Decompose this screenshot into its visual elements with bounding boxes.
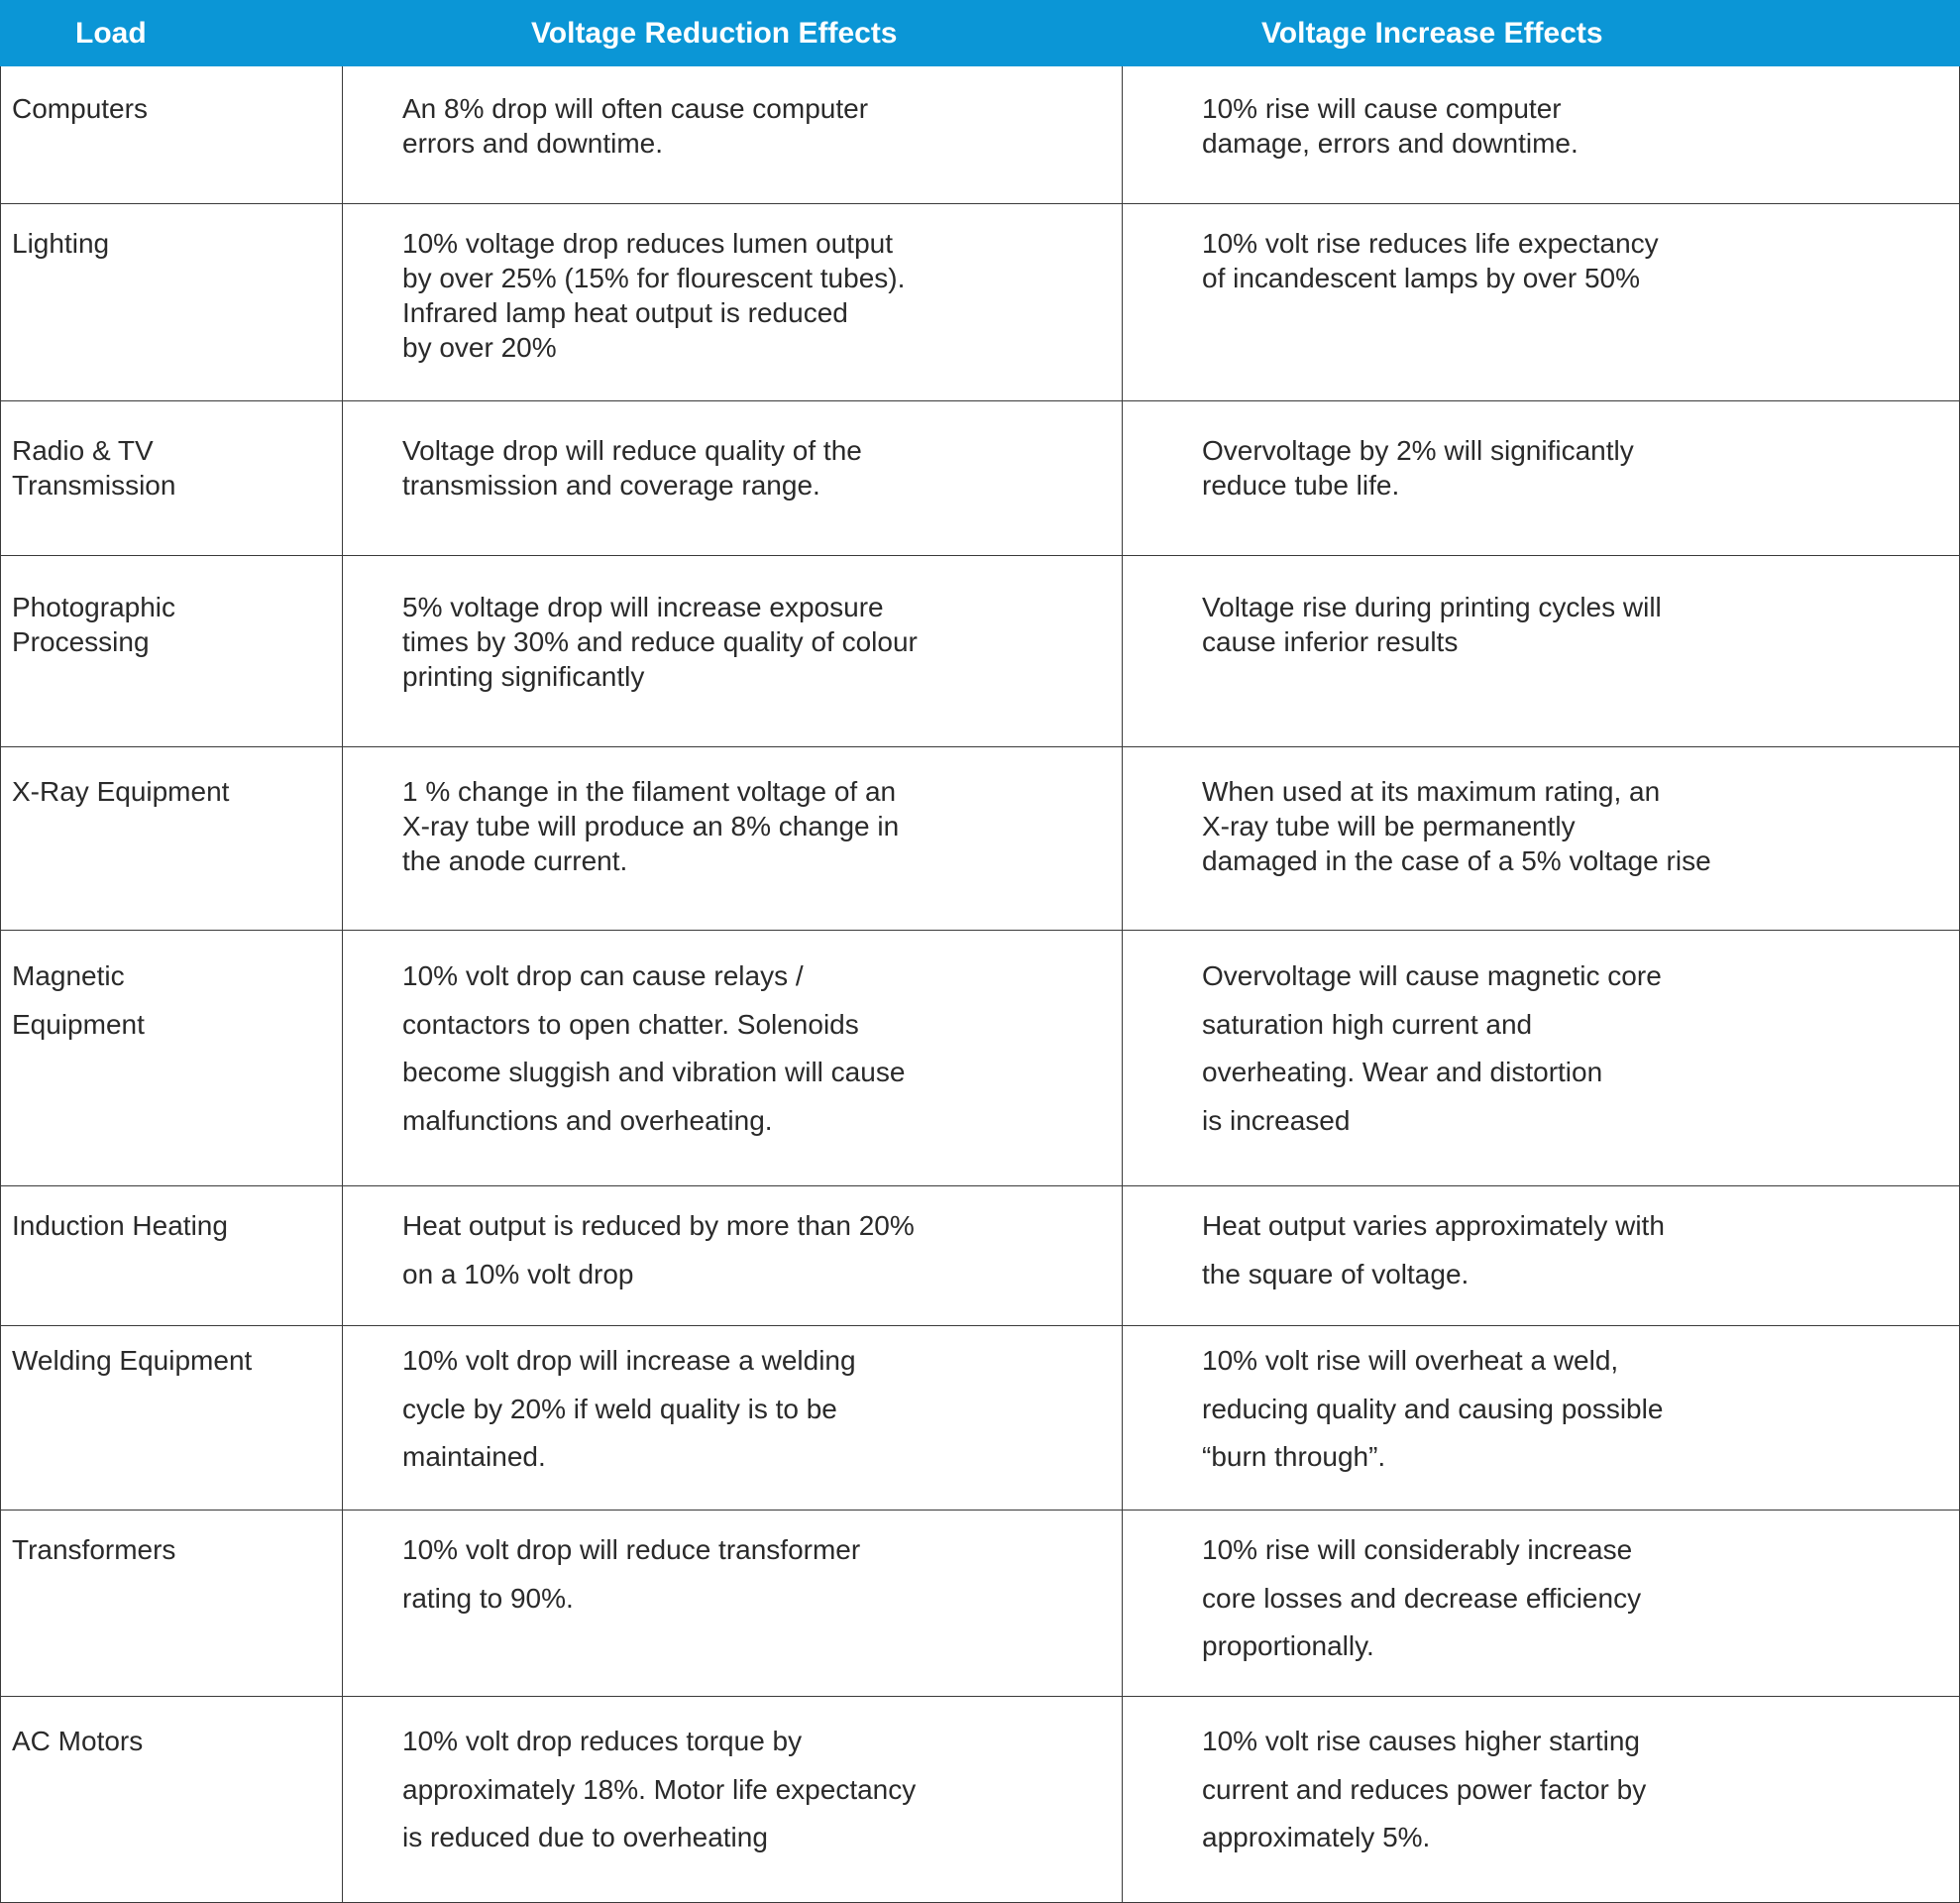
load-cell: Radio & TV Transmission [1, 401, 343, 556]
table-row [1, 66, 1960, 204]
reduction-cell: 5% voltage drop will increase exposure times by 30% and reduce quality of colour printing significantly [343, 556, 1123, 747]
reduction-cell: 10% volt drop will reduce transformer rating to 90%. [343, 1511, 1123, 1697]
table-header [1, 1, 1960, 66]
table-row [1, 931, 1960, 1186]
increase-cell: Overvoltage by 2% will significantly reduce tube life. [1123, 401, 1960, 556]
increase-cell: 10% rise will cause computer damage, errors and downtime. [1123, 66, 1960, 204]
increase-cell: 10% volt rise reduces life expectancy of incandescent lamps by over 50% [1123, 204, 1960, 401]
reduction-cell: An 8% drop will often cause computer errors and downtime. [343, 66, 1123, 204]
table-row [1, 1697, 1960, 1903]
table-row [1, 1326, 1960, 1511]
table-row [1, 401, 1960, 556]
load-cell: Computers [1, 66, 343, 204]
increase-cell: When used at its maximum rating, an X-ray tube will be permanently damaged in the case of a 5% voltage rise [1123, 747, 1960, 931]
load-cell: Magnetic Equipment [1, 931, 343, 1186]
reduction-cell: Heat output is reduced by more than 20% on a 10% volt drop [343, 1186, 1123, 1326]
load-cell: Transformers [1, 1511, 343, 1697]
increase-cell: Voltage rise during printing cycles will cause inferior results [1123, 556, 1960, 747]
table-body [1, 66, 1960, 1903]
header-voltage-reduction: Voltage Reduction Effects [343, 1, 1123, 66]
reduction-cell: 10% voltage drop reduces lumen output by over 25% (15% for flourescent tubes). Infrared lamp heat output is reduced by over 20% [343, 204, 1123, 401]
load-cell: Welding Equipment [1, 1326, 343, 1511]
load-cell: Lighting [1, 204, 343, 401]
load-cell: Photographic Processing [1, 556, 343, 747]
reduction-cell: 10% volt drop will increase a welding cycle by 20% if weld quality is to be maintained. [343, 1326, 1123, 1511]
load-cell: Induction Heating [1, 1186, 343, 1326]
table-row [1, 556, 1960, 747]
reduction-cell: 10% volt drop reduces torque by approximately 18%. Motor life expectancy is reduced due to overheating [343, 1697, 1123, 1903]
table-row [1, 1186, 1960, 1326]
header-row [1, 1, 1960, 66]
increase-cell: Overvoltage will cause magnetic core saturation high current and overheating. Wear and distortion is increased [1123, 931, 1960, 1186]
increase-cell: Heat output varies approximately with the square of voltage. [1123, 1186, 1960, 1326]
increase-cell: 10% rise will considerably increase core losses and decrease efficiency proportionally. [1123, 1511, 1960, 1697]
header-voltage-increase: Voltage Increase Effects [1123, 1, 1960, 66]
reduction-cell: Voltage drop will reduce quality of the transmission and coverage range. [343, 401, 1123, 556]
increase-cell: 10% volt rise causes higher starting current and reduces power factor by approximately 5%. [1123, 1697, 1960, 1903]
table-row [1, 747, 1960, 931]
reduction-cell: 10% volt drop can cause relays / contactors to open chatter. Solenoids become sluggish and vibration will cause malfunctions and overheating. [343, 931, 1123, 1186]
increase-cell: 10% volt rise will overheat a weld, reducing quality and causing possible “burn through”. [1123, 1326, 1960, 1511]
table-row [1, 204, 1960, 401]
load-cell: X-Ray Equipment [1, 747, 343, 931]
reduction-cell: 1 % change in the filament voltage of an X-ray tube will produce an 8% change in the anode current. [343, 747, 1123, 931]
table-row [1, 1511, 1960, 1697]
header-load: Load [1, 1, 343, 66]
load-cell: AC Motors [1, 1697, 343, 1903]
